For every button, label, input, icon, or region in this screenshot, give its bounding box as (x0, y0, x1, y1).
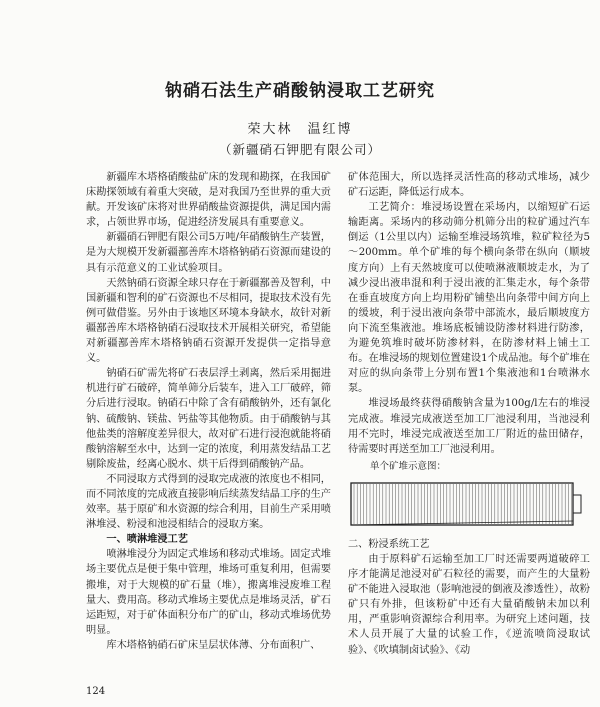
section-heading-heap-leaching: 一、喷淋堆浸工艺 (106, 534, 188, 546)
body-paragraph: 矿体范围大，所以选择灵活性高的移动式堆场，减少矿石运距，降低运行成本。 (348, 172, 590, 199)
body-paragraph: 库木塔格钠硝石矿床呈层状体薄、分布面积广、 (106, 639, 321, 651)
heap-strips (354, 484, 572, 524)
body-paragraph: 堆浸场最终获得硝酸钠含量为100g/l左右的堆浸完成液。堆浸完成液送至加工厂池浸利用，当池浸利用不完时，堆浸完成液送至加工厂附近的盐田储存，待需要时再送至加工厂池浸利用。 (348, 398, 590, 455)
figure-caption: 单个矿堆示意图： (370, 460, 447, 472)
left-column (86, 170, 331, 653)
body-paragraph: 新疆库木塔格硝酸盐矿床的发现和勘探，在我国矿床勘探领域有着重大突破，是对我国乃至世界的重大贡献。开发该矿床将对世界硝酸盐资源提供，满足国内需求，占领世界市场，促进经济发展具有重要意义。 (86, 172, 331, 229)
body-paragraph: 钠硝石矿需先将矿石表层浮土剥离，然后采用掘进机进行矿石破碎，简单筛分后装车，进入工厂破碎，筛分后进行浸取。钠硝石中除了含有硝酸钠外，还有氯化钠、硫酸钠、镁盐、钙盐等其他物质。由于硝酸钠与其他盐类的溶解度差异很大，故对矿石进行浸泡就能将硝酸钠溶解至水中，达到一定的浓度，利用蒸发结晶工艺剔除废盐，经离心脱水、烘干后得到硝酸钠产品。 (86, 368, 331, 470)
right-column (348, 170, 590, 658)
body-paragraph: 由于原料矿石运输至加工厂时还需要两道破碎工序才能满足池浸对矿石粒径的需要，而产生的大量粉矿不能进入浸取池（影响池浸的倒液及渗透性），故粉矿只有外排，但该粉矿中还有大量硝酸钠未加以利用，严重影响资源综合利用率。为研究上述问题，技术人员开展了大量的试验工作，《逆流喷筒浸取试验》、《吹填制卤试验》、《动 (348, 553, 590, 656)
paper-affiliation: （新疆硝石钾肥有限公司） (218, 142, 381, 157)
section-heading-powder-leaching: 二、粉浸系统工艺 (348, 538, 430, 550)
paper-authors: 荣大林 温红博 (247, 122, 353, 137)
body-paragraph: 天然钠硝石资源全球只存在于新疆鄯善及智利，中国新疆和智利的矿石资源也不尽相同，提取技术没有先例可做借鉴。另外由于该地区环境本身缺水，故针对新疆鄯善库木塔格钠硝石浸取技术开展相关研究，希望能对新疆鄯善库木塔格钠硝石资源开发提供一定指导意义。 (86, 277, 331, 365)
body-paragraph: 新疆硝石钾肥有限公司5万吨/年硝酸钠生产装置，是为大规模开发新疆鄯善库木塔格钠硝石资源而建设的具有示范意义的工业试验项目。 (86, 232, 331, 274)
ore-heap-diagram (350, 477, 582, 531)
page-number: 124 (86, 686, 106, 697)
body-paragraph: 喷淋堆浸分为固定式堆场和移动式堆场。固定式堆场主要优点是便于集中管理，堆场可重复利用，但需要搬堆，对于大规模的矿石量（堆），搬离堆浸废堆工程量大、费用高。移动式堆场主要优点是堆场灵活，矿石运距短，对于矿体面积分布广的矿山，移动式堆场优势明显。 (86, 549, 331, 636)
body-paragraph: 工艺简介：堆浸场设置在采场内，以缩短矿石运输距离。采场内的移动筛分机筛分出的粒矿通过汽车倒运（1公里以内）运输至堆浸场筑堆，粒矿粒径为5～200mm。单个矿堆的每个横向条带在纵向（顺坡度方向）上有天然坡度可以使喷淋液顺坡走水，为了减少浸出液串混和利于浸出液的汇集走水，每个条带在垂直坡度方向上均用粉矿铺垫出向条带中间方向上的缓坡，利于浸出液向条带中部流水，最后顺坡度方向下流至集液池。堆场底板铺设防渗材料进行防渗，为避免筑堆时破坏防渗材料，在防渗材料上铺土工布。在堆浸场的规划位置建设1个成品池。每个矿堆在对应的纵向条带上分别布置1个集液池和1台喷淋水泵。 (348, 202, 590, 395)
body-paragraph: 不同浸取方式得到的浸取完成液的浓度也不相同，而不同浓度的完成液直接影响后续蒸发结晶工序的生产效率。基于原矿和水资源的综合利用，目前生产采用喷淋堆浸、粉浸和池浸相结合的浸取方案。 (86, 473, 331, 531)
paper-title: 钠硝石法生产硝酸钠浸取工艺研究 (165, 81, 435, 101)
collection-pond (573, 495, 581, 513)
